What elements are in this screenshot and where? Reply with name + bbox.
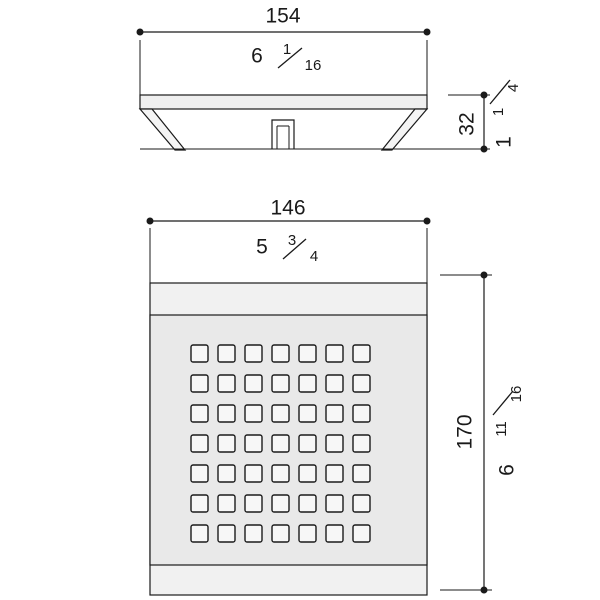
dimension-dot-right	[424, 29, 431, 36]
side-view-top-plate	[140, 95, 427, 109]
top-view	[147, 218, 493, 596]
dimension-dot-32-top	[481, 92, 488, 99]
dimension-dot-32-bottom	[481, 146, 488, 153]
side-view	[137, 29, 491, 153]
top-view-width-imperial-whole: 5	[256, 235, 268, 259]
side-view-height-metric: 32	[455, 112, 479, 136]
dimension-dot-170-top	[481, 272, 488, 279]
top-view-height-imperial-denominator: 16	[507, 385, 525, 403]
side-view-width-imperial-denominator: 16	[304, 56, 322, 74]
top-view-width-metric: 146	[270, 196, 306, 220]
side-view-height-imperial-numerator: 1	[489, 107, 507, 117]
dimension-dot-170-bottom	[481, 587, 488, 594]
side-view-height-imperial-denominator: 4	[504, 83, 522, 93]
top-view-height-metric: 170	[453, 414, 477, 450]
side-view-width-imperial-numerator: 1	[282, 40, 292, 58]
top-view-height-imperial-whole: 6	[495, 464, 519, 476]
side-view-height-imperial-whole: 1	[492, 136, 516, 148]
top-view-width-imperial-numerator: 3	[287, 231, 297, 249]
side-view-width-metric: 154	[265, 4, 301, 28]
dimension-dot-left	[137, 29, 144, 36]
dimension-dot-146-left	[147, 218, 154, 225]
top-view-width-imperial-denominator: 4	[309, 247, 319, 265]
side-view-outlet	[272, 120, 294, 149]
dimension-dot-146-right	[424, 218, 431, 225]
top-view-height-imperial-numerator: 11	[492, 421, 510, 437]
side-view-left-taper	[140, 109, 185, 150]
side-view-width-imperial-whole: 6	[251, 44, 263, 68]
side-view-right-taper	[382, 109, 427, 150]
